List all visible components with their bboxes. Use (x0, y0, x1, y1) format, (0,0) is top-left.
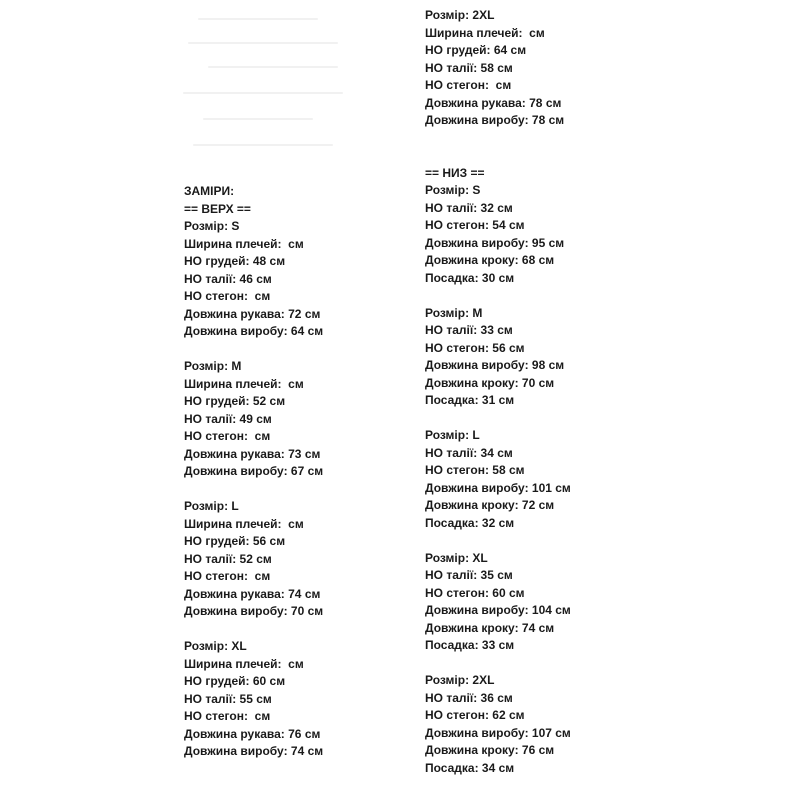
item-length: Довжина виробу: 74 см (184, 744, 324, 758)
rise: Посадка: 31 см (425, 393, 515, 407)
inseam: Довжина кроку: 72 см (425, 498, 555, 512)
hips: НО стегон: 56 см (425, 340, 525, 355)
shoulder-width: Ширина плечей: см (184, 656, 304, 671)
hips: НО стегон: 54 см (425, 218, 525, 232)
inseam: Довжина кроку: 70 см (425, 375, 555, 390)
size-block-bottom-xl (425, 550, 571, 655)
size-label: Розмір: M (184, 359, 242, 373)
measurements-title: ЗАМІРИ: (184, 184, 235, 198)
waist: НО талії: 34 см (425, 445, 513, 460)
size-label: Розмір: S (425, 183, 481, 197)
size-block-top-s (184, 218, 323, 341)
waist: НО талії: 36 см (425, 690, 513, 705)
waist: НО талії: 35 см (425, 568, 513, 582)
size-label: Розмір: S (184, 219, 240, 233)
item-length: Довжина виробу: 64 см (184, 324, 324, 338)
item-length: Довжина виробу: 78 см (425, 113, 565, 127)
shoulder-width: Ширина плечей: см (425, 25, 545, 40)
section-header-bottom: == НИЗ == (425, 165, 485, 180)
size-label: Розмір: XL (425, 550, 488, 565)
shoulder-width: Ширина плечей: см (184, 376, 304, 391)
waist: НО талії: 58 см (425, 60, 513, 75)
item-length: Довжина виробу: 95 см (425, 235, 565, 250)
sleeve-length: Довжина рукава: 73 см (184, 446, 321, 461)
faint-background-marks (178, 0, 393, 170)
size-label: Розмір: M (425, 305, 483, 320)
size-block-bottom-l (425, 427, 571, 532)
size-label: Розмір: L (425, 428, 480, 442)
size-label: Розмір: XL (184, 639, 247, 653)
size-label: Розмір: 2XL (425, 673, 495, 687)
size-label: Розмір: L (184, 499, 239, 513)
waist: НО талії: 49 см (184, 411, 272, 426)
shoulder-width: Ширина плечей: см (184, 236, 304, 251)
item-length: Довжина виробу: 98 см (425, 358, 565, 372)
chest: НО грудей: 64 см (425, 43, 527, 57)
size-block-top-xl (184, 638, 323, 761)
shoulder-width: Ширина плечей: см (184, 516, 304, 531)
size-block-top-l (184, 498, 323, 621)
chest: НО грудей: 56 см (184, 534, 286, 548)
rise: Посадка: 33 см (425, 638, 515, 652)
hips: НО стегон: см (184, 569, 271, 583)
size-label: Розмір: 2XL (425, 8, 495, 22)
chest: НО грудей: 60 см (184, 674, 286, 688)
size-block-top-2xl (425, 7, 571, 130)
section-header-top: == ВЕРХ == (184, 201, 251, 216)
hips: НО стегон: см (184, 289, 271, 303)
right-column (425, 7, 571, 777)
hips: НО стегон: см (184, 709, 271, 723)
item-length: Довжина виробу: 101 см (425, 480, 571, 495)
waist: НО талії: 55 см (184, 691, 272, 706)
item-length: Довжина виробу: 67 см (184, 464, 324, 478)
chest: НО грудей: 52 см (184, 394, 286, 408)
rise: Посадка: 32 см (425, 515, 515, 530)
hips: НО стегон: см (184, 429, 271, 443)
hips: НО стегон: 58 см (425, 463, 525, 477)
size-block-bottom-s (425, 182, 571, 287)
size-block-bottom-2xl (425, 672, 571, 777)
left-column (184, 183, 323, 761)
sleeve-length: Довжина рукава: 72 см (184, 306, 321, 321)
waist: НО талії: 52 см (184, 551, 272, 566)
rise: Посадка: 34 см (425, 760, 515, 775)
size-block-bottom-m (425, 305, 571, 410)
chest: НО грудей: 48 см (184, 254, 286, 268)
inseam: Довжина кроку: 74 см (425, 620, 555, 635)
sleeve-length: Довжина рукава: 74 см (184, 586, 321, 601)
item-length: Довжина виробу: 107 см (425, 725, 571, 740)
waist: НО талії: 32 см (425, 200, 513, 215)
item-length: Довжина виробу: 104 см (425, 603, 571, 617)
waist: НО талії: 46 см (184, 271, 272, 286)
sleeve-length: Довжина рукава: 78 см (425, 95, 562, 110)
sleeve-length: Довжина рукава: 76 см (184, 726, 321, 741)
hips: НО стегон: 60 см (425, 585, 525, 600)
hips: НО стегон: 62 см (425, 708, 525, 722)
item-length: Довжина виробу: 70 см (184, 604, 324, 618)
inseam: Довжина кроку: 68 см (425, 253, 555, 267)
size-block-top-m (184, 358, 323, 481)
rise: Посадка: 30 см (425, 270, 515, 285)
inseam: Довжина кроку: 76 см (425, 743, 555, 757)
waist: НО талії: 33 см (425, 323, 513, 337)
hips: НО стегон: см (425, 78, 512, 92)
